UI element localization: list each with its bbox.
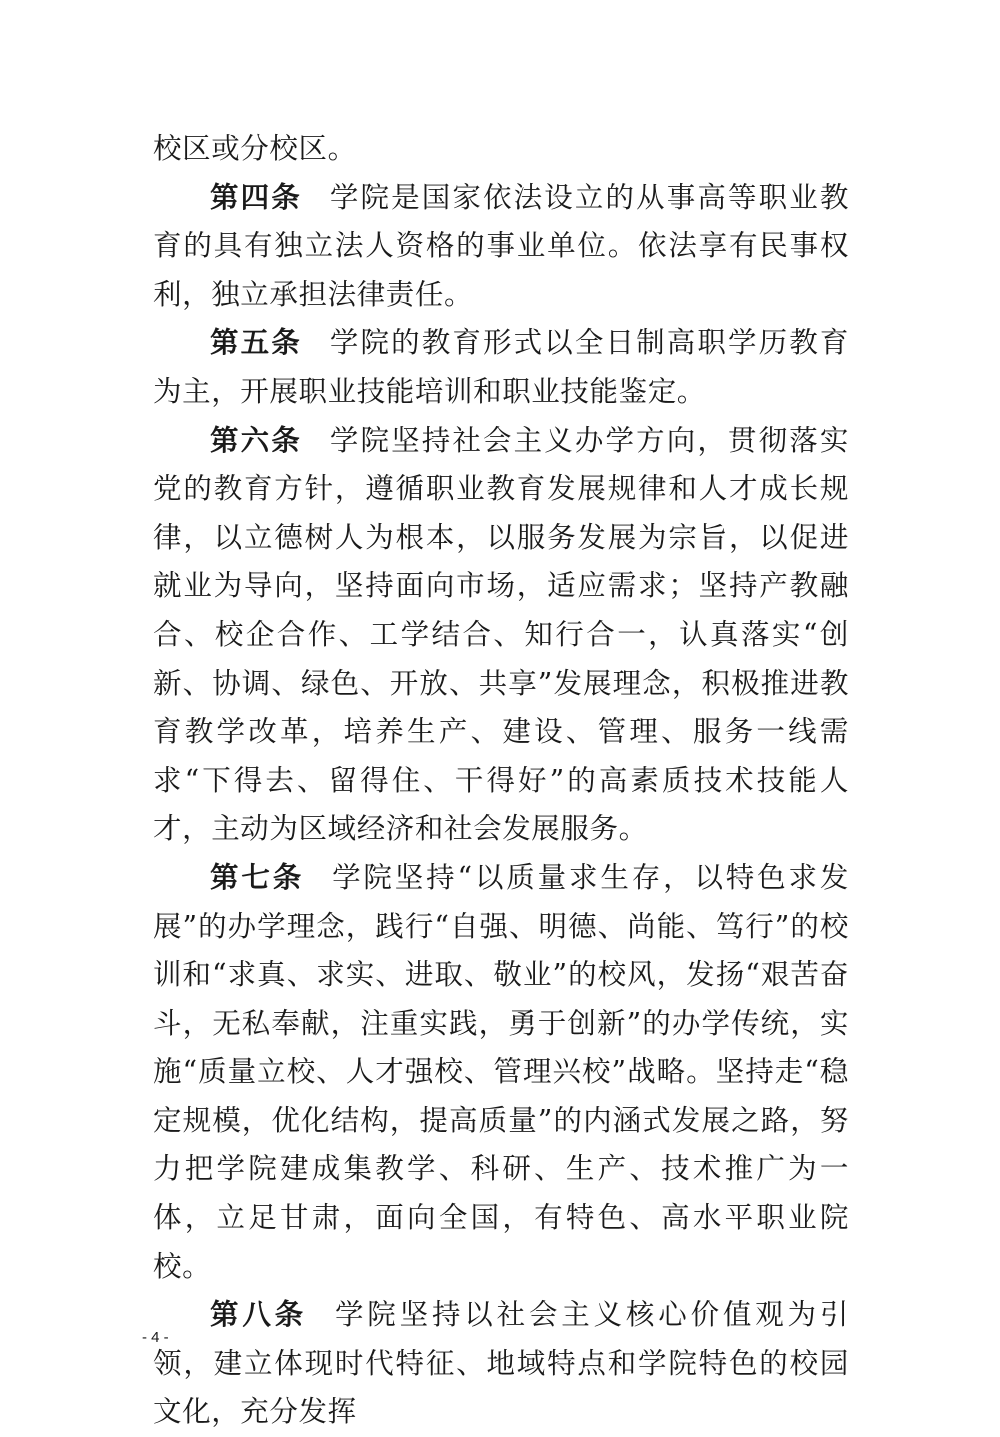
paragraph-text: 学院坚持社会主义办学方向，贯彻落实党的教育方针，遵循职业教育发展规律和人才成长规律，以立德树人为根本，以服务发展为宗旨，以促进就业为导向，坚持面向市场，适应需求；坚持产教融合、校企合作、工学结合、知行合一，认真落实“创新、协调、绿色、开放、共享”发展理念，积极推进教育教学改革，培养生产、建设、管理、服务一线需求“下得去、留得住、干得好”的高素质技术技能人才，主动为区域经济和社会发展服务。 <box>153 423 849 846</box>
paragraph-continuation <box>153 125 849 174</box>
article-8 <box>153 1291 849 1437</box>
page-number: - 4 - <box>142 1329 169 1346</box>
paragraph-text: 学院坚持“以质量求生存，以特色求发展”的办学理念，践行“自强、明德、尚能、笃行”的校训和“求真、求实、进取、敬业”的校风，发扬“艰苦奋斗，无私奉献，注重实践，勇于创新”的办学传统，实施“质量立校、人才强校、管理兴校”战略。坚持走“稳定规模，优化结构，提高质量”的内涵式发展之路，努力把学院建成集教学、科研、生产、技术推广为一体，立足甘肃，面向全国，有特色、高水平职业院校。 <box>153 860 849 1283</box>
document-body <box>153 125 849 1437</box>
article-4 <box>153 174 849 320</box>
paragraph-text: 校区或分校区。 <box>153 132 357 165</box>
article-number: 第五条 <box>210 326 302 360</box>
article-number: 第六条 <box>210 423 302 457</box>
paragraph-text: 学院坚持以社会主义核心价值观为引领，建立体现时代特征、地域特点和学院特色的校园文化，充分发挥 <box>153 1298 849 1429</box>
article-number: 第七条 <box>210 860 305 894</box>
paragraph-text: 学院的教育形式以全日制高职学历教育为主，开展职业技能培训和职业技能鉴定。 <box>153 326 849 408</box>
article-5 <box>153 319 849 416</box>
article-number: 第八条 <box>210 1298 307 1332</box>
article-7 <box>153 854 849 1291</box>
paragraph-text: 学院是国家依法设立的从事高等职业教育的具有独立法人资格的事业单位。依法享有民事权利，独立承担法律责任。 <box>153 180 849 311</box>
article-6 <box>153 417 849 854</box>
article-number: 第四条 <box>210 180 302 214</box>
